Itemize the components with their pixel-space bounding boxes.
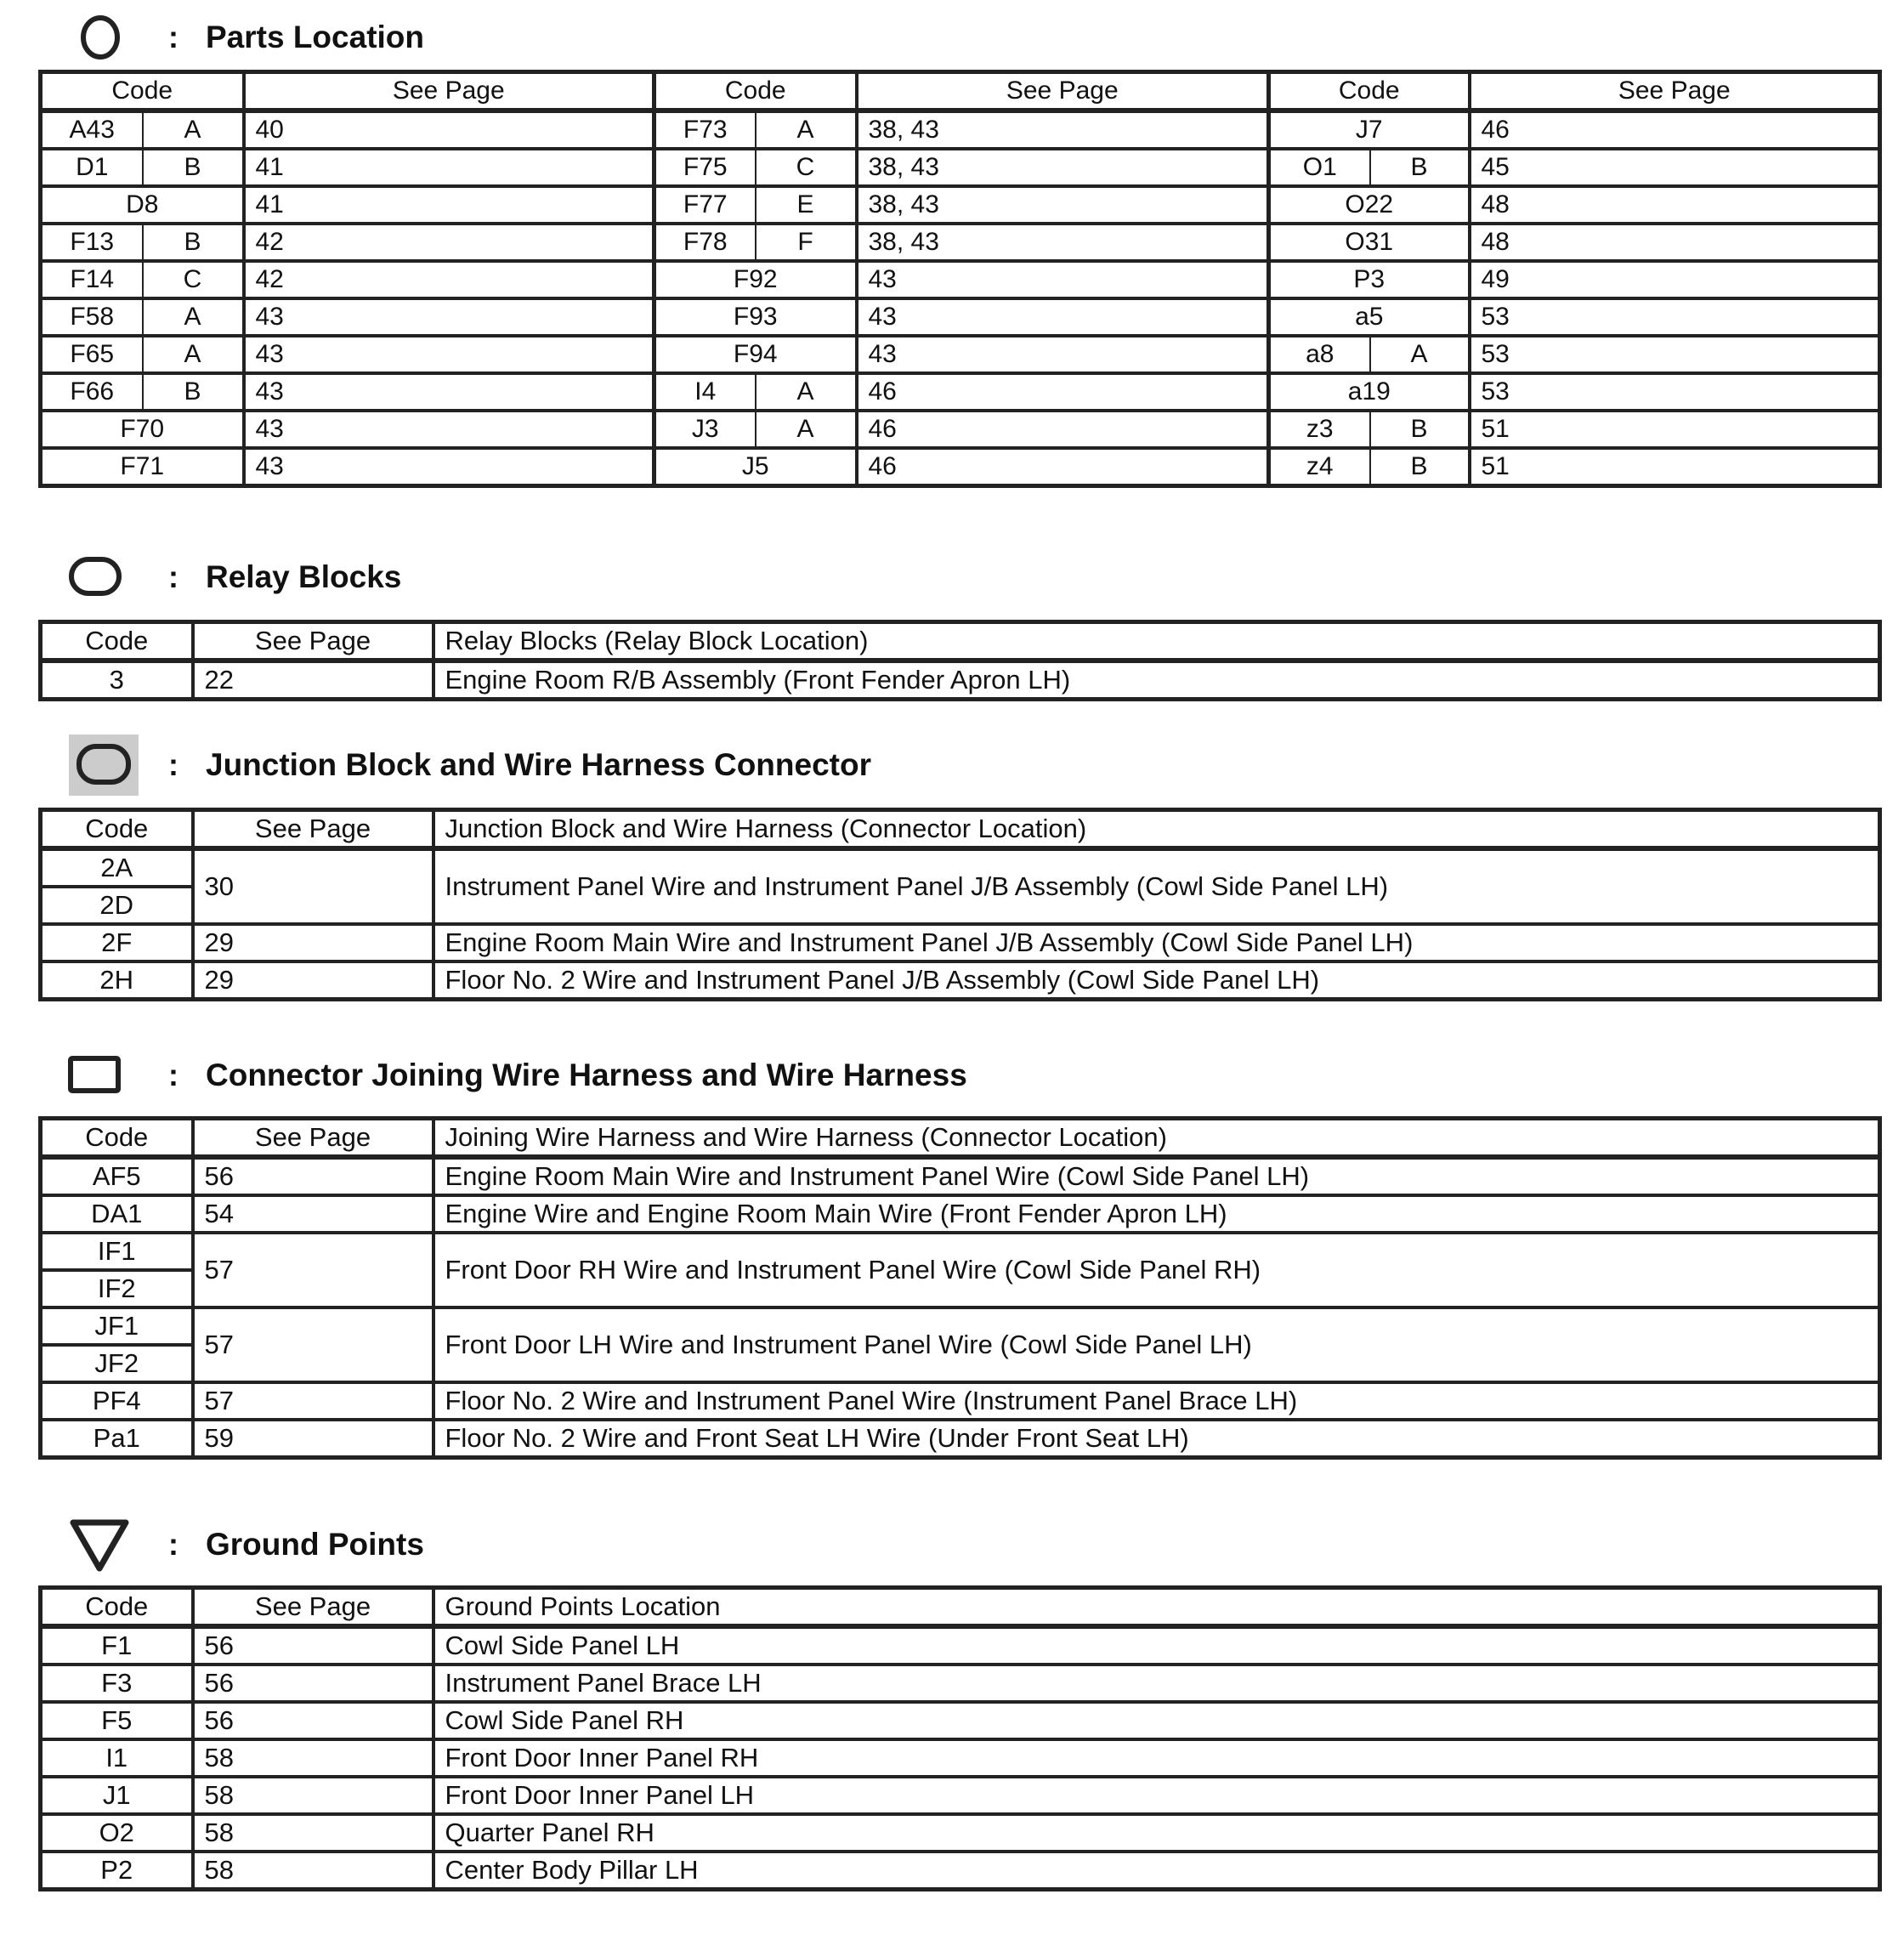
code-cell: D1 [41,149,143,186]
header-location: Relay Blocks (Relay Block Location) [434,622,1880,661]
see-page-cell: 56 [193,1665,434,1702]
header-code: Code [654,72,857,111]
see-page-cell: 30 [193,848,434,924]
see-page-cell: 58 [193,1739,434,1777]
code-cell: F14 [41,261,143,298]
see-page-cell: 53 [1470,336,1880,373]
section-heading: Connector Joining Wire Harness and Wire Harness [206,1058,967,1092]
ground-points-table [38,1585,1882,1891]
code-cell: a19 [1269,373,1470,411]
code-cell: DA1 [41,1195,193,1233]
see-page-cell: 38, 43 [857,111,1269,149]
see-page-cell: 46 [857,411,1269,448]
header-see-page: See Page [244,72,654,111]
table-head [41,1119,1880,1158]
table-row [41,336,1880,373]
see-page-cell: 42 [244,224,654,261]
code-cell: D8 [41,186,244,224]
code-cell: I1 [41,1739,193,1777]
code-cell: P3 [1269,261,1470,298]
connector-letter-cell: F [756,224,857,261]
see-page-cell: 54 [193,1195,434,1233]
code-cell: JF2 [41,1345,193,1382]
see-page-cell: 43 [244,298,654,336]
code-cell: a8 [1269,336,1370,373]
code-cell: J5 [654,448,857,486]
connector-letter-cell: A [756,411,857,448]
see-page-cell: 46 [857,373,1269,411]
table-row [41,224,1880,261]
header-see-page: See Page [193,1119,434,1158]
see-page-cell: 53 [1470,298,1880,336]
connector-letter-cell: A [143,336,244,373]
table-row [41,149,1880,186]
title-colon: : [168,1058,178,1092]
see-page-cell: 42 [244,261,654,298]
table-row [41,1195,1880,1233]
connector-letter-cell: C [143,261,244,298]
see-page-cell: 48 [1470,186,1880,224]
connector-letter-cell: A [1370,336,1470,373]
table-head [41,622,1880,661]
section-heading: Parts Location [206,20,424,54]
header-code: Code [1269,72,1470,111]
location-cell: Engine Wire and Engine Room Main Wire (Front Fender Apron LH) [434,1195,1880,1233]
square-icon [68,1056,122,1098]
connector-letter-cell: C [756,149,857,186]
header-code: Code [41,1119,193,1158]
see-page-cell: 49 [1470,261,1880,298]
relay-blocks-table [38,620,1882,701]
parts-location-table [38,70,1882,488]
table-row [41,848,1880,887]
code-cell: I4 [654,373,756,411]
code-cell: 2H [41,961,193,1000]
see-page-cell: 56 [193,1626,434,1665]
see-page-cell: 40 [244,111,654,149]
code-cell: IF2 [41,1270,193,1307]
location-cell: Front Door Inner Panel LH [434,1777,1880,1814]
connector-letter-cell: B [143,149,244,186]
see-page-cell: 56 [193,1702,434,1739]
table-row [41,298,1880,336]
see-page-cell: 58 [193,1814,434,1852]
connector-letter-cell: B [1370,411,1470,448]
connector-letter-cell: B [1370,149,1470,186]
table-head [41,810,1880,849]
title-colon: : [168,747,178,782]
code-cell: O1 [1269,149,1370,186]
location-cell: Engine Room Main Wire and Instrument Panel J/B Assembly (Cowl Side Panel LH) [434,924,1880,961]
code-cell: F5 [41,1702,193,1739]
table-row [41,1382,1880,1420]
code-cell: F58 [41,298,143,336]
table-row [41,1420,1880,1458]
code-cell: F13 [41,224,143,261]
code-cell: 3 [41,661,193,700]
header-see-page: See Page [1470,72,1880,111]
table-row [41,1777,1880,1814]
header-see-page: See Page [193,1588,434,1627]
see-page-cell: 43 [244,373,654,411]
table-row [41,1307,1880,1345]
location-cell: Front Door LH Wire and Instrument Panel Wire (Cowl Side Panel LH) [434,1307,1880,1382]
code-cell: 2D [41,887,193,924]
see-page-cell: 51 [1470,448,1880,486]
see-page-cell: 38, 43 [857,186,1269,224]
see-page-cell: 51 [1470,411,1880,448]
code-cell: O31 [1269,224,1470,261]
location-cell: Quarter Panel RH [434,1814,1880,1852]
see-page-cell: 46 [857,448,1269,486]
table-row [41,111,1880,149]
table-body [41,848,1880,1000]
connector-letter-cell: A [143,111,244,149]
code-cell: a5 [1269,298,1470,336]
connector-letter-cell: B [143,224,244,261]
shaded-rounded-rect-icon [69,734,139,796]
table-header-row [41,1588,1880,1627]
code-cell: z3 [1269,411,1370,448]
code-cell: F1 [41,1626,193,1665]
code-cell: J3 [654,411,756,448]
see-page-cell: 38, 43 [857,224,1269,261]
code-cell: JF1 [41,1307,193,1345]
location-cell: Floor No. 2 Wire and Instrument Panel J/B Assembly (Cowl Side Panel LH) [434,961,1880,1000]
code-cell: F78 [654,224,756,261]
see-page-cell: 59 [193,1420,434,1458]
code-cell: 2A [41,848,193,887]
header-code: Code [41,622,193,661]
title-colon: : [168,559,178,594]
table-row [41,661,1880,700]
header-see-page: See Page [857,72,1269,111]
title-colon: : [168,20,178,54]
see-page-cell: 38, 43 [857,149,1269,186]
table-row [41,1233,1880,1270]
header-location: Joining Wire Harness and Wire Harness (Connector Location) [434,1119,1880,1158]
code-cell: IF1 [41,1233,193,1270]
location-cell: Engine Room R/B Assembly (Front Fender Apron LH) [434,661,1880,700]
connector-letter-cell: A [143,298,244,336]
see-page-cell: 57 [193,1382,434,1420]
table-body [41,1157,1880,1458]
see-page-cell: 43 [244,336,654,373]
header-see-page: See Page [193,810,434,849]
table-header-row [41,622,1880,661]
table-head [41,1588,1880,1627]
code-cell: z4 [1269,448,1370,486]
see-page-cell: 29 [193,924,434,961]
table-header-row [41,72,1880,111]
location-cell: Front Door RH Wire and Instrument Panel Wire (Cowl Side Panel RH) [434,1233,1880,1307]
code-cell: F65 [41,336,143,373]
table-row [41,1852,1880,1890]
see-page-cell: 56 [193,1157,434,1195]
header-see-page: See Page [193,622,434,661]
section-heading: Relay Blocks [206,559,402,594]
see-page-cell: 57 [193,1307,434,1382]
see-page-cell: 22 [193,661,434,700]
header-location: Ground Points Location [434,1588,1880,1627]
table-row [41,1814,1880,1852]
see-page-cell: 29 [193,961,434,1000]
table-row [41,261,1880,298]
connector-letter-cell: A [756,111,857,149]
location-cell: Cowl Side Panel LH [434,1626,1880,1665]
code-cell: J1 [41,1777,193,1814]
location-cell: Instrument Panel Wire and Instrument Panel J/B Assembly (Cowl Side Panel LH) [434,848,1880,924]
table-row [41,1157,1880,1195]
junction-block-table [38,808,1882,1001]
code-cell: AF5 [41,1157,193,1195]
triangle-down-icon [68,1517,131,1574]
code-cell: 2F [41,924,193,961]
code-cell: A43 [41,111,143,149]
table-body [41,1626,1880,1890]
title-colon: : [168,1527,178,1562]
table-header-row [41,810,1880,849]
location-cell: Engine Room Main Wire and Instrument Panel Wire (Cowl Side Panel LH) [434,1157,1880,1195]
code-cell: O2 [41,1814,193,1852]
code-cell: J7 [1269,111,1470,149]
location-cell: Instrument Panel Brace LH [434,1665,1880,1702]
code-cell: F75 [654,149,756,186]
see-page-cell: 58 [193,1852,434,1890]
connector-letter-cell: B [143,373,244,411]
location-cell: Floor No. 2 Wire and Front Seat LH Wire (Under Front Seat LH) [434,1420,1880,1458]
see-page-cell: 45 [1470,149,1880,186]
code-cell: F77 [654,186,756,224]
header-code: Code [41,810,193,849]
rounded-rect-icon [68,556,122,598]
header-code: Code [41,1588,193,1627]
header-location: Junction Block and Wire Harness (Connector Location) [434,810,1880,849]
table-body [41,661,1880,700]
see-page-cell: 46 [1470,111,1880,149]
code-cell: O22 [1269,186,1470,224]
code-cell: F92 [654,261,857,298]
see-page-cell: 41 [244,149,654,186]
connector-letter-cell: E [756,186,857,224]
table-row [41,924,1880,961]
code-cell: Pa1 [41,1420,193,1458]
table-row [41,373,1880,411]
location-cell: Front Door Inner Panel RH [434,1739,1880,1777]
table-row [41,186,1880,224]
see-page-cell: 43 [857,298,1269,336]
code-cell: F94 [654,336,857,373]
see-page-cell: 41 [244,186,654,224]
connector-letter-cell: A [756,373,857,411]
code-cell: F66 [41,373,143,411]
circle-icon [78,14,122,61]
see-page-cell: 43 [244,448,654,486]
table-header-row [41,1119,1880,1158]
code-cell: F71 [41,448,244,486]
table-row [41,448,1880,486]
code-cell: PF4 [41,1382,193,1420]
section-heading: Ground Points [206,1527,424,1562]
location-cell: Cowl Side Panel RH [434,1702,1880,1739]
see-page-cell: 53 [1470,373,1880,411]
table-row [41,1665,1880,1702]
code-cell: F70 [41,411,244,448]
connector-letter-cell: B [1370,448,1470,486]
see-page-cell: 43 [244,411,654,448]
table-row [41,1702,1880,1739]
code-cell: F3 [41,1665,193,1702]
joining-connector-table [38,1116,1882,1460]
table-row [41,411,1880,448]
see-page-cell: 58 [193,1777,434,1814]
code-cell: F73 [654,111,756,149]
location-cell: Center Body Pillar LH [434,1852,1880,1890]
see-page-cell: 43 [857,261,1269,298]
see-page-cell: 48 [1470,224,1880,261]
see-page-cell: 43 [857,336,1269,373]
section-heading: Junction Block and Wire Harness Connector [206,747,871,782]
see-page-cell: 57 [193,1233,434,1307]
location-cell: Floor No. 2 Wire and Instrument Panel Wire (Instrument Panel Brace LH) [434,1382,1880,1420]
header-code: Code [41,72,244,111]
code-cell: F93 [654,298,857,336]
code-cell: P2 [41,1852,193,1890]
table-row [41,1626,1880,1665]
table-row [41,961,1880,1000]
table-row [41,1739,1880,1777]
